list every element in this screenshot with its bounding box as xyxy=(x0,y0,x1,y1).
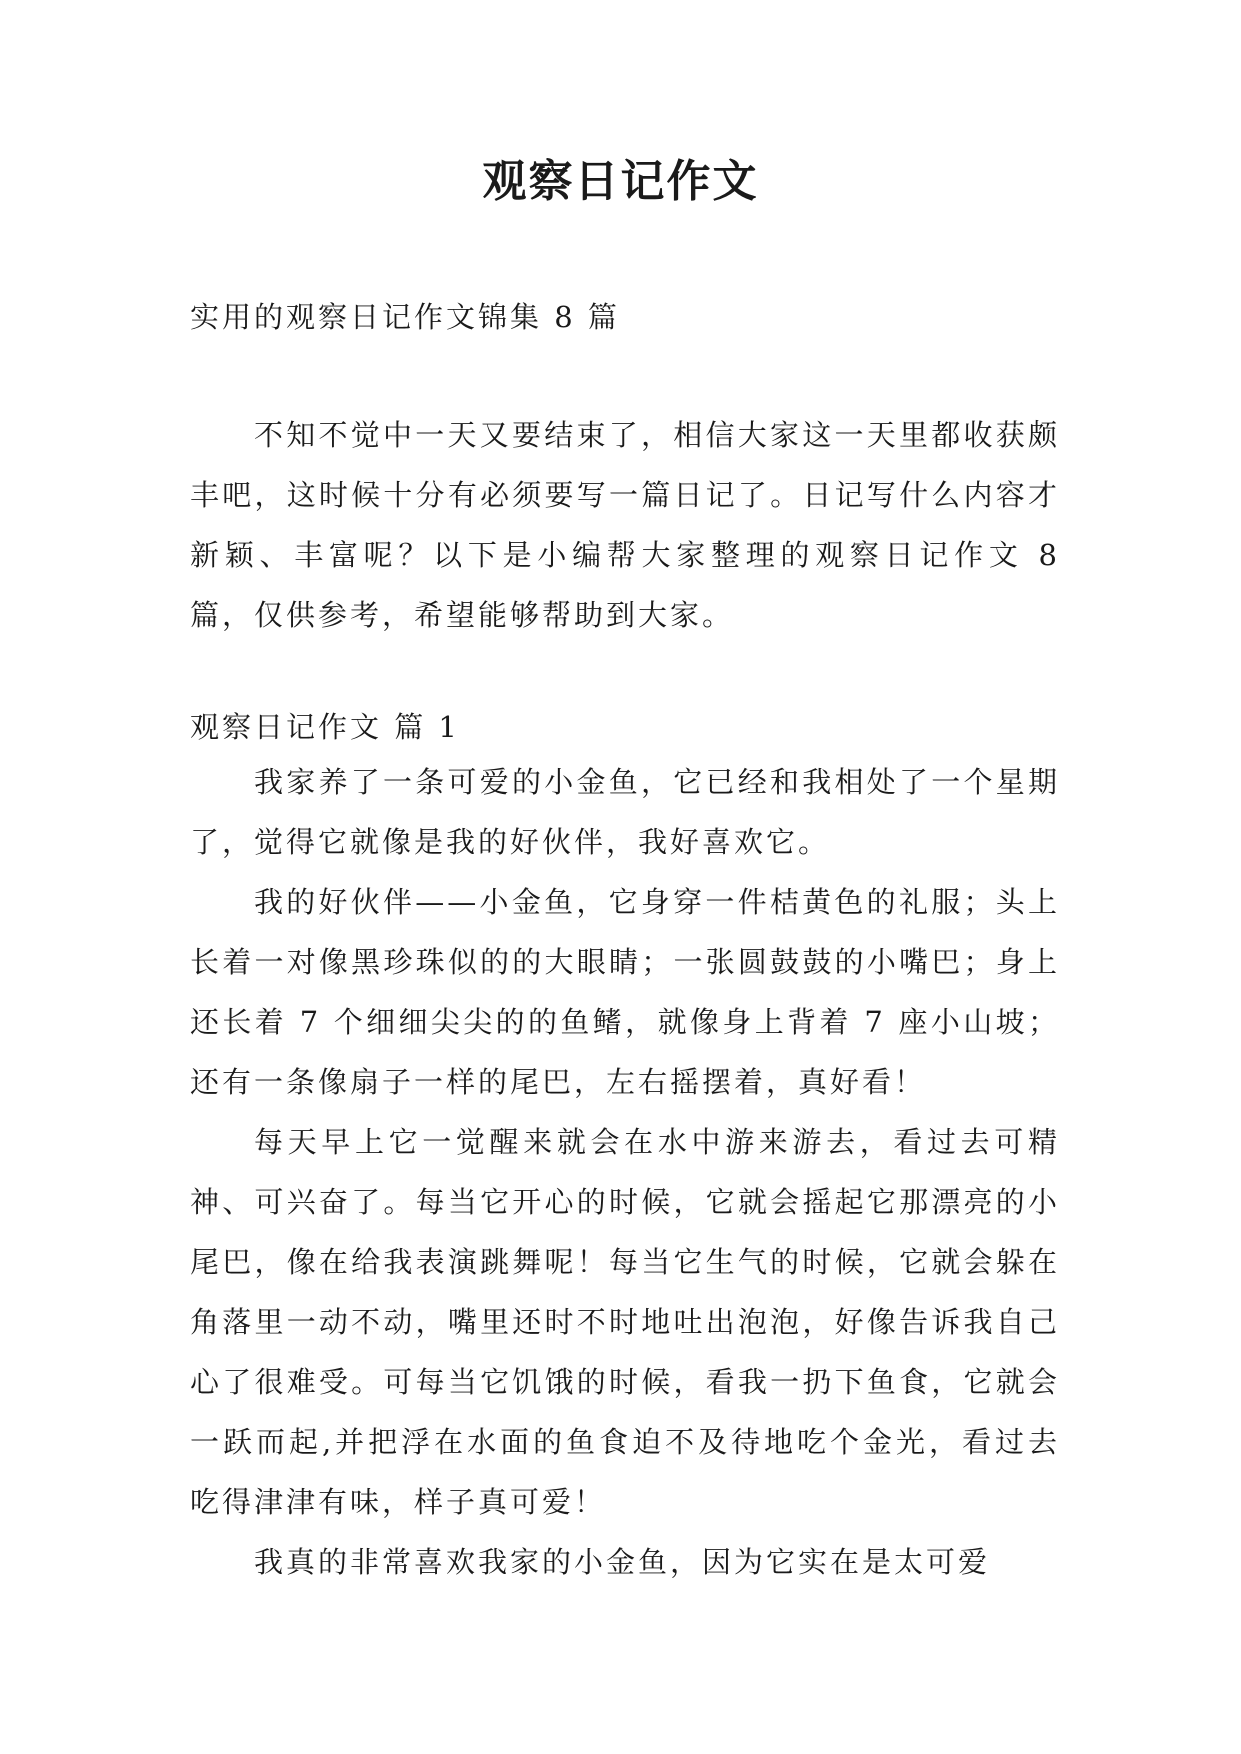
document-subtitle xyxy=(190,287,1060,347)
intro-section xyxy=(190,405,1060,645)
subtitle-text: 实用的观察日记作文锦集 8 篇 xyxy=(190,300,620,334)
body-paragraph: 我家养了一条可爱的小金鱼，它已经和我相处了一个星期了，觉得它就像是我的好伙伴，我好喜欢它。 xyxy=(190,765,1060,859)
document-title: 观察日记作文 xyxy=(482,156,759,207)
article-body xyxy=(190,752,1060,1592)
body-paragraph: 我的好伙伴——小金鱼，它身穿一件桔黄色的礼服；头上长着一对像黑珍珠似的的大眼睛；一张圆鼓鼓的小嘴巴；身上还长着 7 个细细尖尖的的鱼鳍，就像身上背着 7 座小山坡；还有一条像扇子一样的尾巴，左右摇摆着，真好看！ xyxy=(190,885,1060,1099)
intro-paragraph: 不知不觉中一天又要结束了，相信大家这一天里都收获颇丰吧，这时候十分有必须要写一篇日记了。日记写什么内容才新颖、丰富呢？以下是小编帮大家整理的观察日记作文 8 篇，仅供参考，希望能够帮助到大家。 xyxy=(190,418,1060,632)
section-heading xyxy=(190,697,1060,757)
body-paragraph: 我真的非常喜欢我家的小金鱼，因为它实在是太可爱 xyxy=(254,1545,991,1579)
section-heading-text: 观察日记作文 篇 1 xyxy=(190,710,460,744)
body-paragraph: 每天早上它一觉醒来就会在水中游来游去，看过去可精神、可兴奋了。每当它开心的时候，它就会摇起它那漂亮的小尾巴，像在给我表演跳舞呢！每当它生气的时候，它就会躲在角落里一动不动，嘴里还时不时地吐出泡泡，好像告诉我自己心了很难受。可每当它饥饿的时候，看我一扔下鱼食，它就会一跃而起,并把浮在水面的鱼食迫不及待地吃个金光，看过去吃得津津有味，样子真可爱！ xyxy=(190,1125,1060,1519)
